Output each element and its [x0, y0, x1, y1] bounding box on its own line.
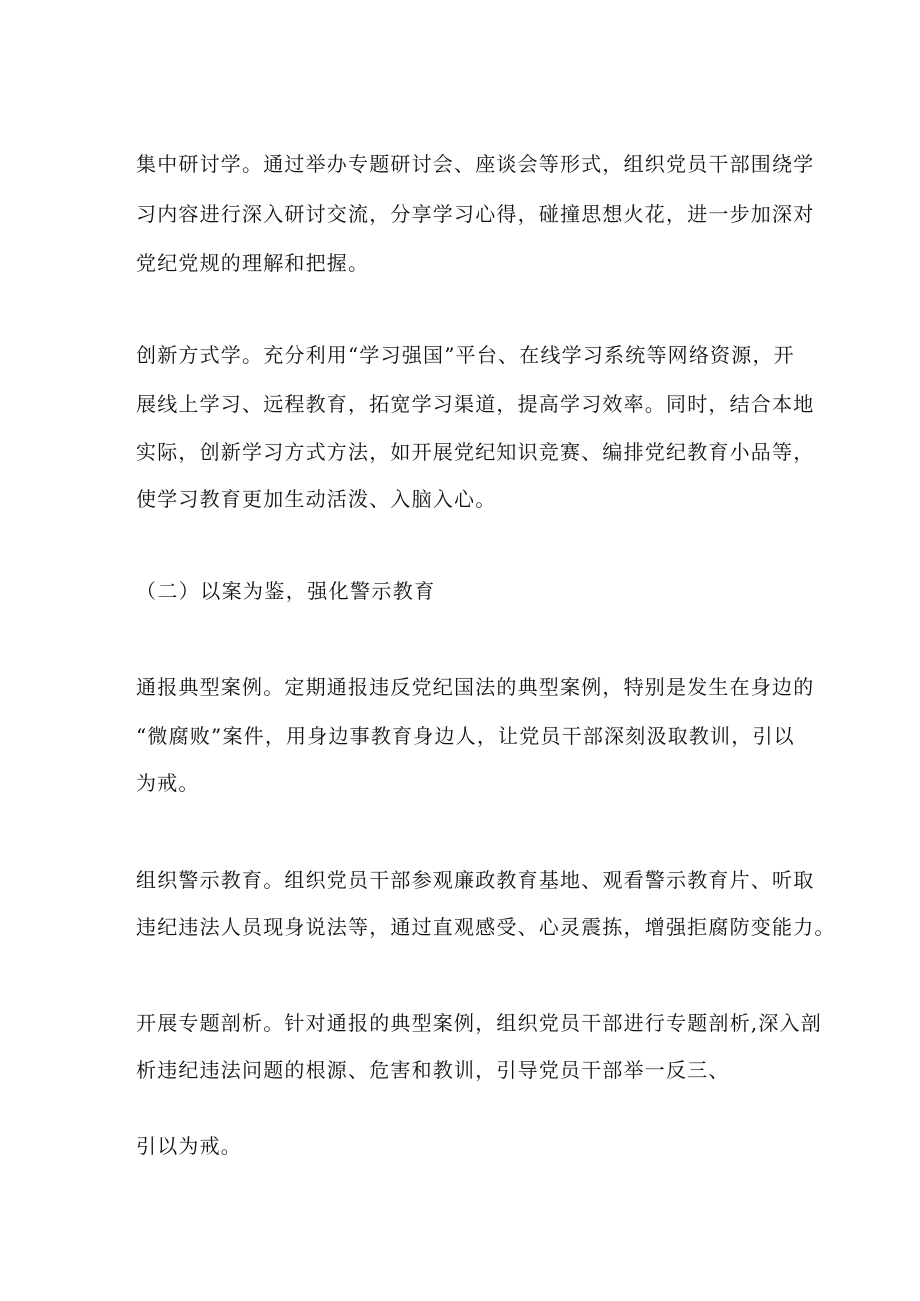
paragraph-line: 党纪党规的理解和把握。 [136, 251, 370, 275]
paragraph-line: 为戒。 [136, 771, 200, 795]
paragraph-line: 违纪违法人员现身说法等，通过直观感受、心灵震拣，增强拒腐防变能力。 [136, 915, 836, 939]
paragraph-line: 组织警示教育。组织党员干部参观廉政教育基地、观看警示教育片、听取 [136, 868, 815, 892]
section-heading: （二）以案为鉴，强化警示教育 [136, 579, 436, 603]
paragraph-line: 创新方式学。充分利用“学习强国”平台、在线学习系统等网络资源，开 [136, 343, 795, 367]
paragraph-line: 展线上学习、远程教育，拓宽学习渠道，提高学习效率。同时，结合本地 [136, 392, 815, 416]
paragraph-line: 通报典型案例。定期通报违反党纪国法的典型案例，特别是发生在身边的 [136, 675, 815, 699]
paragraph-line: 析违纪违法问题的根源、危害和教训，引导党员干部举一反三、 [136, 1058, 730, 1082]
paragraph-line: 引以为戒。 [136, 1134, 242, 1158]
paragraph-line: 开展专题剖析。针对通报的典型案例，组织党员干部进行专题剖析,深入剖 [136, 1011, 822, 1035]
paragraph-line: 集中研讨学。通过举办专题研讨会、座谈会等形式，组织党员干部围绕学 [136, 152, 815, 176]
paragraph-line: “微腐败”案件，用身边事教育身边人，让党员干部深刻汲取教训，引以 [136, 724, 795, 748]
paragraph-line: 使学习教育更加生动活泼、入脑入心。 [136, 487, 497, 511]
paragraph-line: 实际，创新学习方式方法，如开展党纪知识竞赛、编排党纪教育小品等， [136, 440, 815, 464]
paragraph-line: 习内容进行深入研讨交流，分享学习心得，碰撞思想火花，进一步加深对 [136, 202, 815, 226]
